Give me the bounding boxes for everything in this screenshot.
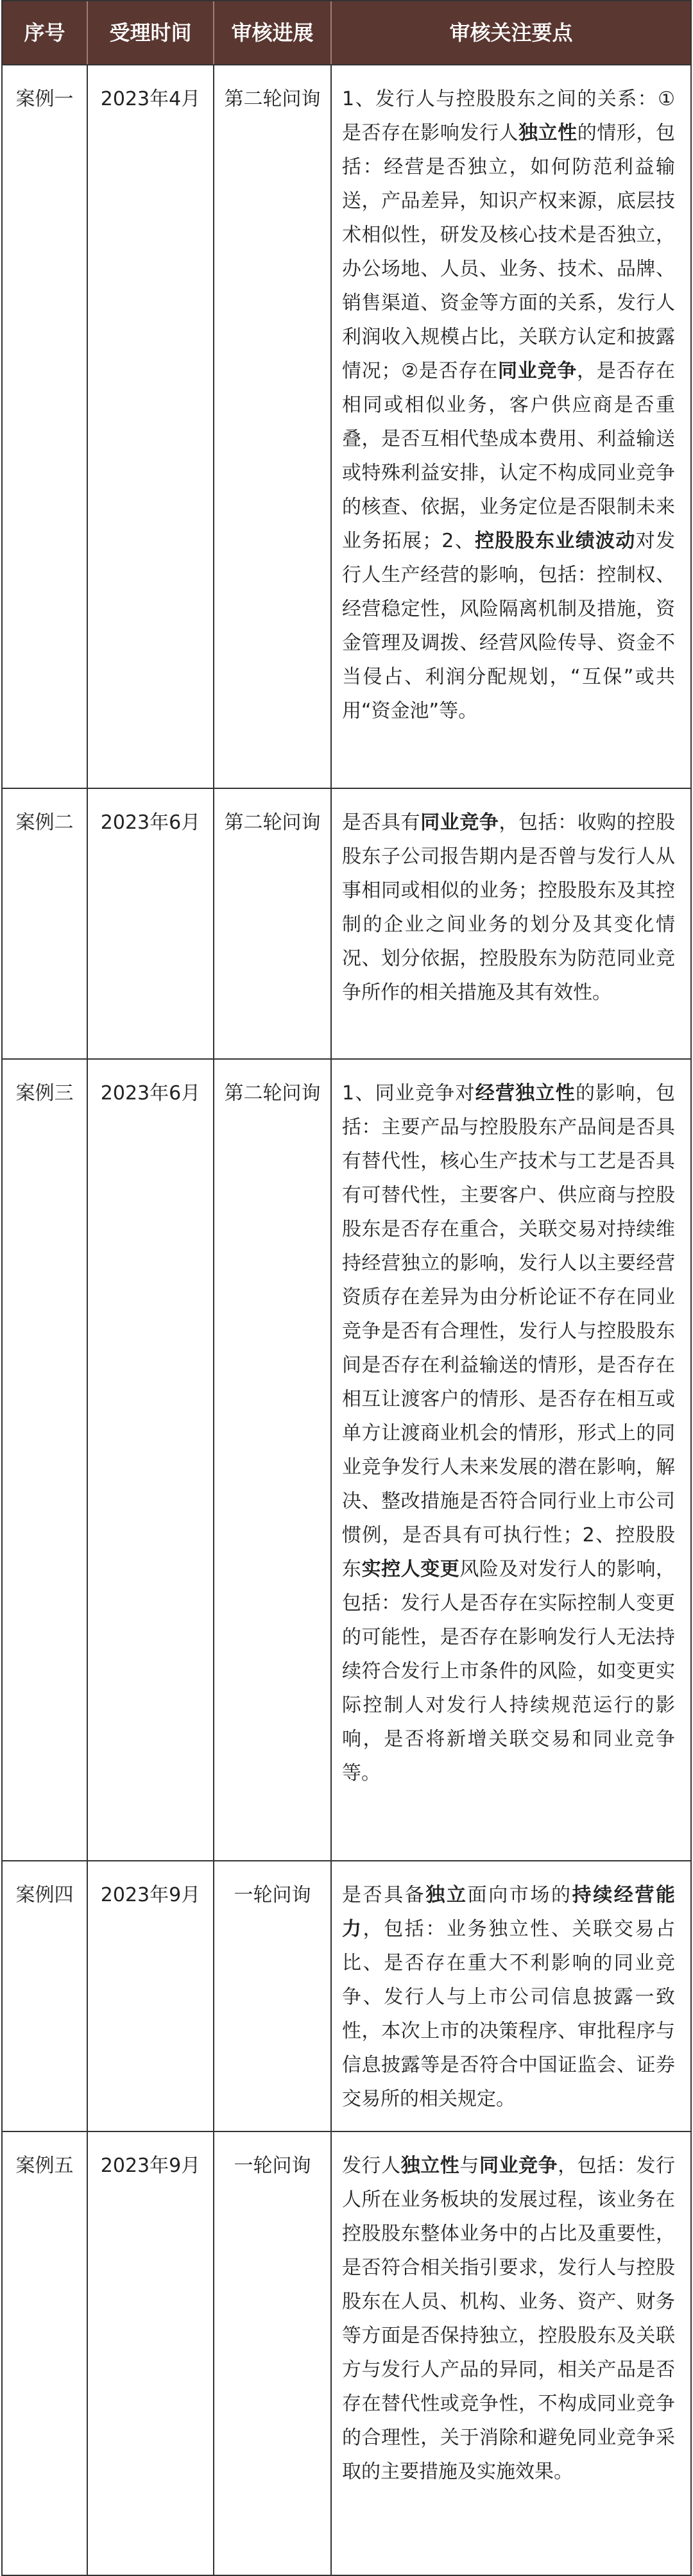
header-index: 序号 <box>3 1 88 64</box>
emphasis-text: 经营独立性 <box>475 1082 576 1105</box>
body-text: ，包括：收购的控股股东子公司报告期内是否曾与发行人从事相同或相似的业务；控股股东及其控制的企业之间业务的划分及其变化情况、划分依据，控股股东为防范同业竞争所作的相关措施及其有效性。 <box>342 811 675 1004</box>
case-focus <box>332 789 690 1058</box>
header-date: 受理时间 <box>88 1 214 64</box>
emphasis-text: 同业竞争 <box>479 2155 558 2177</box>
emphasis-text: 同业竞争 <box>497 360 577 382</box>
table-header <box>3 1 690 65</box>
header-stage: 审核进展 <box>214 1 332 64</box>
body-text: 发行人 <box>342 2155 401 2177</box>
body-text: 是否具备 <box>342 1884 426 1906</box>
body-text: 对发行人生产经营的影响，包括：控制权、经营稳定性，风险隔离机制及措施，资金管理及调拨、经营风险传导、资金不当侵占、利润分配规划，“互保”或共用“资金池”等。 <box>342 530 676 722</box>
case-index: 案例二 <box>3 789 88 1058</box>
body-text: 面向市场的 <box>467 1884 572 1906</box>
body-text: 与 <box>459 2155 479 2177</box>
case-focus <box>332 1060 690 1860</box>
body-text: 的影响，包括：主要产品与控股股东产品间是否具有替代性，核心生产技术与工艺是否具有可替代性，主要客户、供应商与控股股东是否存在重合，关联交易对持续维持经营独立的影响，发行人以主要经营资质存在差异为由分析论证不存在同业竞争是否有合理性，发行人与控股股东间是否存在利益输送的情形，是否存在相互让渡客户的情形、是否存在相互或单方让渡商业机会的情形，形式上的同业竞争发行人未来发展的潜在影响，解决、整改措施是否符合同行业上市公司惯例，是否具有可执行性；2、控股股东 <box>342 1082 676 1580</box>
case-date: 2023年6月 <box>88 789 214 1058</box>
table-row <box>3 2132 690 2575</box>
case-date: 2023年9月 <box>88 2132 214 2575</box>
case-index: 案例五 <box>3 2132 88 2575</box>
case-focus <box>332 2132 690 2575</box>
case-index: 案例一 <box>3 65 88 788</box>
body-text: 风险及对发行人的影响，包括：发行人是否存在实际控制人变更的可能性，是否存在影响发行人无法持续符合发行上市条件的风险，如变更实际控制人对发行人持续规范运行的影响，是否将新增关联交易和同业竞争等。 <box>342 1558 675 1784</box>
table-row <box>3 65 690 789</box>
table-row <box>3 1060 690 1861</box>
body-text: ，包括：业务独立性、关联交易占比、是否存在重大不利影响的同业竞争、发行人与上市公司信息披露一致性，本次上市的决策程序、审批程序与信息披露等是否符合中国证监会、证券交易所的相关规定。 <box>342 1918 676 2110</box>
case-stage: 一轮问询 <box>214 2132 332 2575</box>
body-text: ，是否存在相同或相似业务，客户供应商是否重叠，是否互相代垫成本费用、利益输送或特殊利益安排，认定不构成同业竞争的核查、依据，业务定位是否限制未来业务拓展；2、 <box>342 360 676 552</box>
emphasis-text: 独立性 <box>518 122 578 144</box>
emphasis-text: 持续经营能力 <box>342 1884 676 1940</box>
case-stage: 第二轮问询 <box>214 1060 332 1860</box>
table-row <box>3 789 690 1060</box>
case-date: 2023年4月 <box>88 65 214 788</box>
case-focus <box>332 1861 690 2131</box>
review-table <box>1 0 692 2576</box>
case-date: 2023年6月 <box>88 1060 214 1860</box>
body-text: 1、同业竞争对 <box>342 1082 475 1105</box>
case-index: 案例三 <box>3 1060 88 1860</box>
emphasis-text: 实控人变更 <box>361 1558 460 1580</box>
body-text: ，包括：发行人所在业务板块的发展过程，该业务在控股股东整体业务中的占比及重要性，是否符合相关指引要求，发行人与控股股东在人员、机构、业务、资产、财务等方面是否保持独立，控股股东及关联方与发行人产品的异同，相关产品是否存在替代性或竞争性，不构成同业竞争的合理性，关于消除和避免同业竞争采取的主要措施及实施效果。 <box>342 2155 675 2483</box>
body-text: 是否具有 <box>342 811 421 834</box>
header-focus: 审核关注要点 <box>449 20 573 45</box>
emphasis-text: 同业竞争 <box>420 811 499 834</box>
table-row <box>3 1861 690 2132</box>
case-index: 案例四 <box>3 1861 88 2131</box>
case-stage: 第二轮问询 <box>214 789 332 1058</box>
emphasis-text: 控股股东业绩波动 <box>475 530 636 552</box>
case-focus <box>332 65 690 788</box>
emphasis-text: 独立性 <box>400 2155 460 2177</box>
case-stage: 第二轮问询 <box>214 65 332 788</box>
case-stage: 一轮问询 <box>214 1861 332 2131</box>
case-date: 2023年9月 <box>88 1861 214 2131</box>
body-text: 的情形，包括：经营是否独立，如何防范利益输送，产品差异，知识产权来源，底层技术相似性，研发及核心技术是否独立，办公场地、人员、业务、技术、品牌、销售渠道、资金等方面的关系，发行人利润收入规模占比，关联方认定和披露情况；②是否存在 <box>342 122 675 382</box>
body-text: 1、发行人与控股股东之间的关系：①是否存在影响发行人 <box>342 88 675 144</box>
emphasis-text: 独立 <box>425 1884 468 1906</box>
